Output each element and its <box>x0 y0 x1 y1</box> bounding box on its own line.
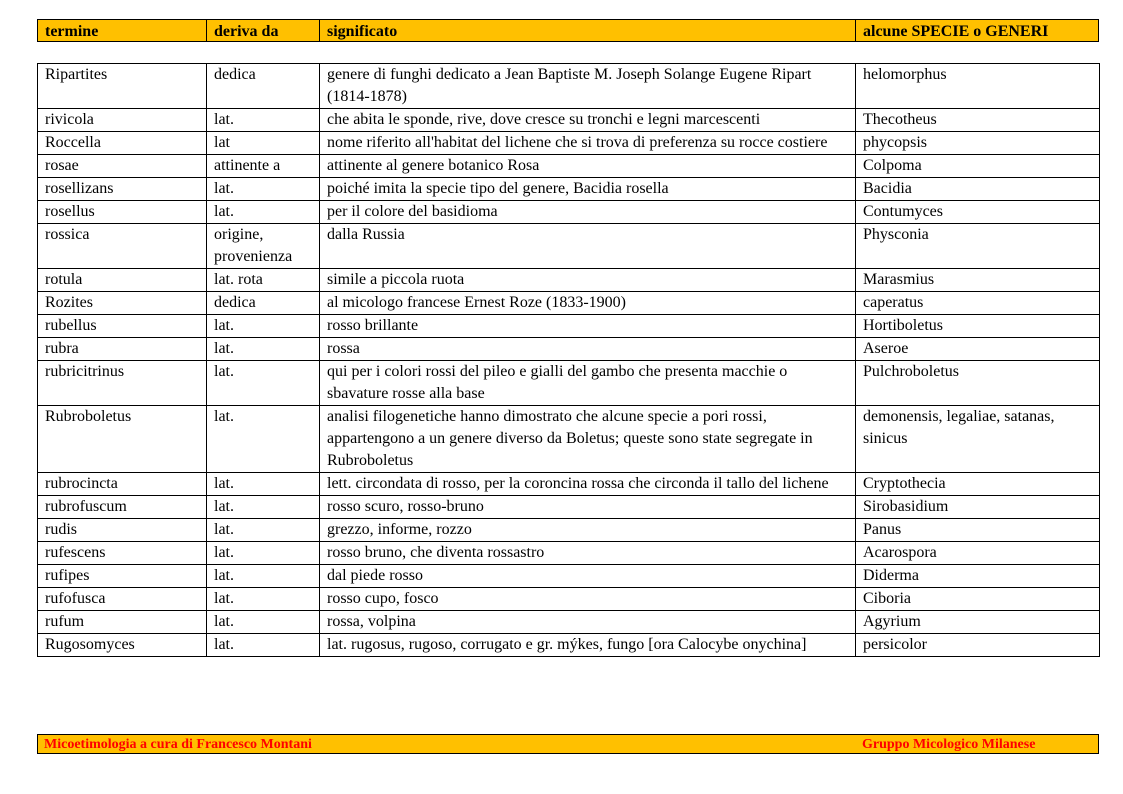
cell-specie: Aseroe <box>856 338 1100 361</box>
header-termine: termine <box>38 20 207 41</box>
cell-significato: simile a piccola ruota <box>320 269 856 292</box>
glossary-table-body <box>38 64 1100 657</box>
cell-termine: rubricitrinus <box>38 361 207 406</box>
cell-specie: Marasmius <box>856 269 1100 292</box>
cell-deriva-da: lat. <box>207 201 320 224</box>
cell-deriva-da: attinente a <box>207 155 320 178</box>
cell-deriva-da: lat. <box>207 109 320 132</box>
cell-significato: analisi filogenetiche hanno dimostrato che alcune specie a pori rossi, appartengono a un genere diverso da Boletus; queste sono state segregate in Rubroboletus <box>320 406 856 473</box>
cell-deriva-da: lat. <box>207 588 320 611</box>
table-row <box>38 406 1100 473</box>
table-row <box>38 634 1100 657</box>
cell-specie: Thecotheus <box>856 109 1100 132</box>
cell-deriva-da: lat. <box>207 519 320 542</box>
cell-termine: rufofusca <box>38 588 207 611</box>
cell-specie: Physconia <box>856 224 1100 269</box>
cell-significato: poiché imita la specie tipo del genere, Bacidia rosella <box>320 178 856 201</box>
cell-deriva-da: lat <box>207 132 320 155</box>
cell-deriva-da: origine, provenienza <box>207 224 320 269</box>
table-row <box>38 201 1100 224</box>
cell-specie: Panus <box>856 519 1100 542</box>
cell-specie: Hortiboletus <box>856 315 1100 338</box>
table-row <box>38 292 1100 315</box>
cell-termine: rufum <box>38 611 207 634</box>
cell-termine: rotula <box>38 269 207 292</box>
cell-deriva-da: lat. <box>207 406 320 473</box>
cell-specie: phycopsis <box>856 132 1100 155</box>
cell-specie: Sirobasidium <box>856 496 1100 519</box>
cell-specie: demonensis, legaliae, satanas, sinicus <box>856 406 1100 473</box>
table-row <box>38 178 1100 201</box>
table-row <box>38 338 1100 361</box>
cell-termine: rossica <box>38 224 207 269</box>
cell-deriva-da: lat. <box>207 611 320 634</box>
cell-deriva-da: lat. rota <box>207 269 320 292</box>
table-row <box>38 109 1100 132</box>
cell-significato: rosso bruno, che diventa rossastro <box>320 542 856 565</box>
cell-specie: Ciboria <box>856 588 1100 611</box>
cell-deriva-da: lat. <box>207 542 320 565</box>
table-row <box>38 496 1100 519</box>
cell-significato: qui per i colori rossi del pileo e gialli del gambo che presenta macchie o sbavature rosse alla base <box>320 361 856 406</box>
cell-termine: Rugosomyces <box>38 634 207 657</box>
header-significato: significato <box>320 20 856 41</box>
cell-significato: per il colore del basidioma <box>320 201 856 224</box>
table-row <box>38 588 1100 611</box>
cell-specie: Cryptothecia <box>856 473 1100 496</box>
cell-significato: nome riferito all'habitat del lichene che si trova di preferenza su rocce costiere <box>320 132 856 155</box>
cell-specie: Colpoma <box>856 155 1100 178</box>
cell-termine: rufipes <box>38 565 207 588</box>
table-row <box>38 315 1100 338</box>
cell-significato: rosso brillante <box>320 315 856 338</box>
cell-significato: rossa, volpina <box>320 611 856 634</box>
cell-termine: rosellus <box>38 201 207 224</box>
footer-author: Micoetimologia a cura di Francesco Montani <box>44 737 312 752</box>
table-row <box>38 269 1100 292</box>
cell-termine: rubra <box>38 338 207 361</box>
cell-significato: al micologo francese Ernest Roze (1833-1900) <box>320 292 856 315</box>
cell-deriva-da: lat. <box>207 338 320 361</box>
cell-termine: rosellizans <box>38 178 207 201</box>
cell-significato: grezzo, informe, rozzo <box>320 519 856 542</box>
cell-significato: rosso cupo, fosco <box>320 588 856 611</box>
cell-termine: rubrocincta <box>38 473 207 496</box>
cell-specie: helomorphus <box>856 64 1100 109</box>
cell-specie: Agyrium <box>856 611 1100 634</box>
cell-termine: rufescens <box>38 542 207 565</box>
cell-significato: genere di funghi dedicato a Jean Baptiste M. Joseph Solange Eugene Ripart (1814-1878) <box>320 64 856 109</box>
cell-significato: lett. circondata di rosso, per la coroncina rossa che circonda il tallo del lichene <box>320 473 856 496</box>
cell-deriva-da: lat. <box>207 315 320 338</box>
table-row <box>38 361 1100 406</box>
table-row <box>38 155 1100 178</box>
cell-specie: Pulchroboletus <box>856 361 1100 406</box>
cell-deriva-da: lat. <box>207 178 320 201</box>
header-specie-generi: alcune SPECIE o GENERI <box>863 23 1049 40</box>
glossary-table <box>37 63 1100 657</box>
cell-deriva-da: dedica <box>207 292 320 315</box>
cell-deriva-da: lat. <box>207 496 320 519</box>
cell-specie: Diderma <box>856 565 1100 588</box>
cell-termine: Rubroboletus <box>38 406 207 473</box>
header-deriva-da: deriva da <box>207 20 320 41</box>
table-row <box>38 224 1100 269</box>
cell-termine: Ripartites <box>38 64 207 109</box>
cell-deriva-da: lat. <box>207 473 320 496</box>
footer-group: Gruppo Micologico Milanese <box>862 737 1036 752</box>
table-row <box>38 64 1100 109</box>
cell-deriva-da: lat. <box>207 361 320 406</box>
table-header-bar <box>37 19 1099 42</box>
table-row <box>38 519 1100 542</box>
table-row <box>38 565 1100 588</box>
cell-specie: Bacidia <box>856 178 1100 201</box>
cell-significato: rossa <box>320 338 856 361</box>
cell-deriva-da: dedica <box>207 64 320 109</box>
cell-significato: attinente al genere botanico Rosa <box>320 155 856 178</box>
cell-significato: rosso scuro, rosso-bruno <box>320 496 856 519</box>
cell-specie: persicolor <box>856 634 1100 657</box>
cell-specie: Acarospora <box>856 542 1100 565</box>
cell-termine: rivicola <box>38 109 207 132</box>
cell-termine: Rozites <box>38 292 207 315</box>
table-row <box>38 611 1100 634</box>
cell-significato: dal piede rosso <box>320 565 856 588</box>
table-row <box>38 132 1100 155</box>
cell-deriva-da: lat. <box>207 565 320 588</box>
cell-deriva-da: lat. <box>207 634 320 657</box>
footer-bar <box>37 734 1099 754</box>
cell-termine: rudis <box>38 519 207 542</box>
table-row <box>38 473 1100 496</box>
cell-significato: dalla Russia <box>320 224 856 269</box>
cell-termine: rosae <box>38 155 207 178</box>
cell-specie: caperatus <box>856 292 1100 315</box>
table-row <box>38 542 1100 565</box>
cell-termine: rubrofuscum <box>38 496 207 519</box>
cell-significato: che abita le sponde, rive, dove cresce su tronchi e legni marcescenti <box>320 109 856 132</box>
cell-termine: Roccella <box>38 132 207 155</box>
cell-significato: lat. rugosus, rugoso, corrugato e gr. mýkes, fungo [ora Calocybe onychina] <box>320 634 856 657</box>
cell-termine: rubellus <box>38 315 207 338</box>
cell-specie: Contumyces <box>856 201 1100 224</box>
